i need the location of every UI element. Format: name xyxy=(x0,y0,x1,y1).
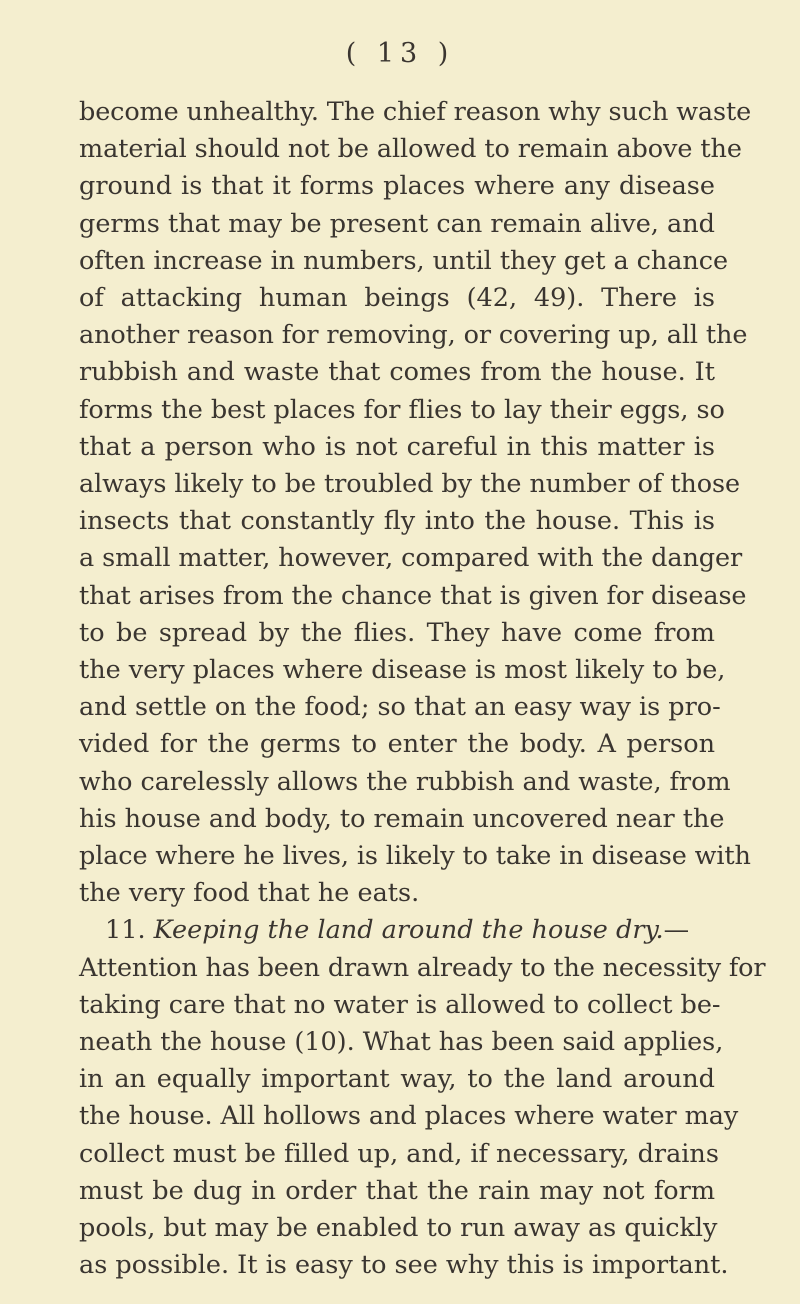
text-line: his house and body, to remain uncovered near the xyxy=(79,803,725,834)
section-number: 11. xyxy=(105,915,146,946)
text-line: the very places where disease is most likely to be, xyxy=(79,655,726,686)
text-line: collect must be filled up, and, if necessary, drains xyxy=(79,1138,719,1169)
text-line: often increase in numbers, until they get a chance xyxy=(79,245,729,276)
heading-dash: — xyxy=(663,915,690,946)
text-line: that arises from the chance that is given for disease xyxy=(79,580,747,611)
text-line: as possible. It is easy to see why this is important. xyxy=(79,1250,729,1281)
page-number: ( 13 ) xyxy=(345,38,455,69)
text-line: germs that may be present can remain alive, and xyxy=(79,208,715,239)
text-line: neath the house (10). What has been said applies, xyxy=(79,1027,724,1058)
text-line: ground is that it forms places where any disease xyxy=(79,171,715,202)
text-line: of attacking human beings (42, 49). There is xyxy=(79,283,715,314)
paragraph-keeping-land-dry xyxy=(79,912,766,1284)
text-line: rubbish and waste that comes from the house. It xyxy=(79,357,715,388)
text-line: that a person who is not careful in this matter is xyxy=(79,431,715,462)
text-line: a small matter, however, compared with the danger xyxy=(79,543,743,574)
text-line: pools, but may be enabled to run away as quickly xyxy=(79,1213,718,1244)
paragraph-waste-disposal xyxy=(79,94,752,912)
text-line: in an equally important way, to the land around xyxy=(79,1064,715,1095)
text-line: the very food that he eats. xyxy=(79,878,420,909)
text-line: taking care that no water is allowed to collect be- xyxy=(79,989,721,1020)
text-line: Attention has been drawn already to the necessity for xyxy=(79,952,766,983)
text-line: the house. All hollows and places where water may xyxy=(79,1101,739,1132)
text-line: and settle on the food; so that an easy way is pro- xyxy=(79,692,721,723)
text-line: material should not be allowed to remain above the xyxy=(79,134,742,165)
text-line: insects that constantly fly into the house. This is xyxy=(79,506,715,537)
text-line: must be dug in order that the rain may not form xyxy=(79,1175,715,1206)
text-line: another reason for removing, or covering up, all the xyxy=(79,320,748,351)
text-line: who carelessly allows the rubbish and waste, from xyxy=(79,766,731,797)
text-line: forms the best places for flies to lay their eggs, so xyxy=(79,394,725,425)
body-text xyxy=(79,94,766,1285)
text-line: vided for the germs to enter the body. A person xyxy=(79,729,715,760)
section-heading-line xyxy=(79,912,715,949)
text-line: become unhealthy. The chief reason why such waste xyxy=(79,97,752,127)
text-line: always likely to be troubled by the number of those xyxy=(79,469,740,500)
section-heading: Keeping the land around the house dry. xyxy=(153,915,664,946)
text-line: to be spread by the flies. They have come from xyxy=(79,617,715,648)
text-line: place where he lives, is likely to take in disease with xyxy=(79,841,751,872)
